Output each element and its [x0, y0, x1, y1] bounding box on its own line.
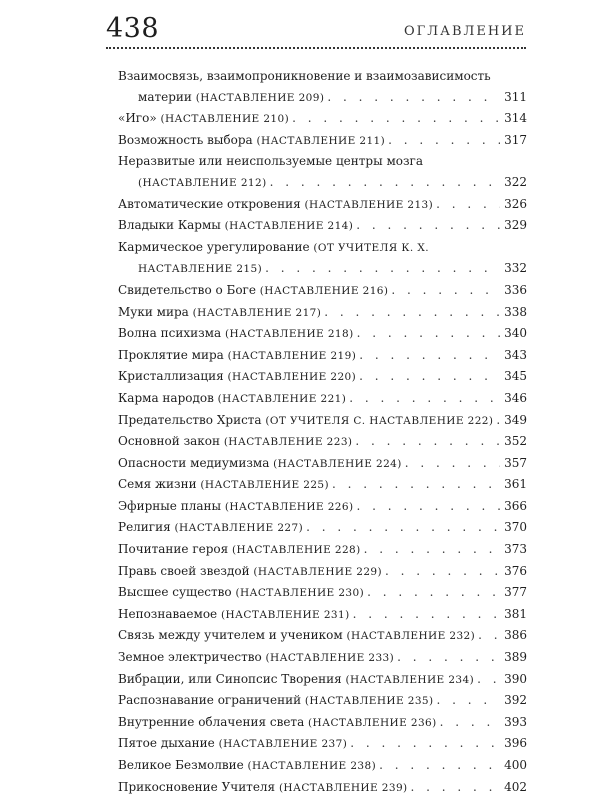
toc-page-number: 329: [504, 218, 527, 233]
toc-entry: [118, 302, 527, 324]
toc-entry-title: Пятое дыхание (НАСТАВЛЕНИЕ 237): [118, 736, 348, 751]
toc-entry: [118, 280, 527, 302]
toc-entry-title: Проклятие мира (НАСТАВЛЕНИЕ 219): [118, 347, 357, 362]
toc-page-number: 402: [504, 779, 527, 794]
toc-entry: [118, 582, 527, 604]
toc-entry-title: Кристаллизация (НАСТАВЛЕНИЕ 220): [118, 369, 357, 384]
toc-entry: [118, 151, 527, 193]
toc-page-number: 366: [504, 498, 527, 513]
toc-entry-title: Предательство Христа (ОТ УЧИТЕЛЯ С. НАСТАВЛЕНИЕ 222): [118, 412, 494, 427]
toc-page-number: 392: [504, 693, 527, 708]
toc-entry: [118, 215, 527, 237]
toc-entry: [118, 388, 527, 410]
toc-entry-title: Муки мира (НАСТАВЛЕНИЕ 217): [118, 304, 322, 319]
toc-entry: [118, 66, 527, 108]
toc-page-number: 332: [504, 261, 527, 276]
toc-page-number: 317: [504, 132, 527, 147]
toc-entry: [118, 647, 527, 669]
toc-entry: [118, 108, 527, 130]
dot-leader: [359, 366, 500, 387]
dot-leader: [292, 108, 500, 129]
toc-page-number: 381: [504, 606, 527, 621]
toc-page-number: 386: [504, 628, 527, 643]
toc-entry-title: Великое Безмолвие (НАСТАВЛЕНИЕ 238): [118, 758, 377, 772]
dot-leader: [353, 604, 500, 625]
toc-entry-title: Эфирные планы (НАСТАВЛЕНИЕ 226): [118, 498, 354, 513]
toc-entry-title: Распознавание ограничений (НАСТАВЛЕНИЕ 235): [118, 693, 434, 708]
toc-entry-title: Опасности медиумизма (НАСТАВЛЕНИЕ 224): [118, 455, 402, 470]
toc-entry-title: Свидетельство о Боге (НАСТАВЛЕНИЕ 216): [118, 282, 389, 297]
toc-entry: [118, 777, 527, 798]
dot-leader: [270, 172, 500, 193]
toc-entry: [118, 474, 527, 496]
dot-leader: [265, 258, 500, 279]
dot-leader: [327, 87, 500, 108]
toc-page-number: 361: [504, 477, 527, 492]
page-number: 438: [106, 13, 160, 44]
dot-leader: [496, 410, 500, 431]
toc-entry-title: Высшее существо (НАСТАВЛЕНИЕ 230): [118, 585, 365, 600]
toc-page-number: 343: [504, 347, 527, 362]
dot-leader: [477, 669, 500, 690]
toc-entry: [118, 690, 527, 712]
table-of-contents: [118, 66, 527, 798]
page-header: [106, 14, 526, 48]
toc-entry-title: Внутренние облачения света (НАСТАВЛЕНИЕ 236): [118, 714, 437, 729]
toc-page-number: 393: [504, 714, 527, 729]
toc-page-number: 357: [504, 455, 527, 470]
dot-leader: [359, 345, 500, 366]
dot-leader: [306, 517, 500, 538]
toc-page-number: 352: [504, 434, 527, 449]
toc-entry-continuation: (НАСТАВЛЕНИЕ 212): [138, 176, 267, 189]
toc-entry: [118, 625, 527, 647]
dot-leader: [357, 323, 500, 344]
toc-entry: [118, 712, 527, 734]
toc-entry-title: Правь своей звездой (НАСТАВЛЕНИЕ 229): [118, 563, 382, 578]
dot-leader: [436, 690, 500, 711]
toc-page-number: 336: [504, 282, 527, 297]
toc-page-number: 349: [504, 412, 527, 427]
dot-leader: [436, 194, 500, 215]
toc-entry-title: Владыки Кармы (НАСТАВЛЕНИЕ 214): [118, 218, 354, 233]
toc-entry-continuation: НАСТАВЛЕНИЕ 215): [138, 263, 263, 276]
toc-entry: [118, 453, 527, 475]
dot-leader: [388, 130, 500, 151]
toc-entry-title: Связь между учителем и учеником (НАСТАВЛЕНИЕ 232): [118, 628, 476, 643]
toc-page-number: 346: [504, 390, 527, 405]
toc-entry-title: Непознаваемое (НАСТАВЛЕНИЕ 231): [118, 606, 350, 621]
toc-entry: [118, 237, 527, 280]
toc-entry-title: Взаимосвязь, взаимопроникновение и взаимозависимость: [118, 69, 491, 83]
toc-page-number: 376: [504, 563, 527, 578]
dot-leader: [349, 388, 500, 409]
dot-leader: [478, 625, 500, 646]
dotted-divider: [106, 47, 526, 49]
toc-entry-title: Почитание героя (НАСТАВЛЕНИЕ 228): [118, 542, 361, 557]
toc-entry-title: Возможность выбора (НАСТАВЛЕНИЕ 211): [118, 132, 386, 147]
running-title: ОГЛАВЛЕНИЕ: [403, 24, 526, 39]
toc-page-number: 373: [504, 542, 527, 557]
toc-entry-title: Семя жизни (НАСТАВЛЕНИЕ 225): [118, 477, 329, 492]
toc-page-number: 370: [504, 520, 527, 535]
toc-page-number: 338: [504, 304, 527, 319]
toc-entry: [118, 539, 527, 561]
toc-page-number: 389: [504, 650, 527, 665]
dot-leader: [356, 496, 500, 517]
toc-page-number: 311: [504, 89, 527, 104]
dot-leader: [355, 431, 500, 452]
dot-leader: [385, 561, 500, 582]
toc-entry: [118, 194, 527, 216]
toc-page-number: 390: [504, 671, 527, 686]
toc-entry: [118, 345, 527, 367]
dot-leader: [397, 647, 500, 668]
toc-entry: [118, 431, 527, 453]
dot-leader: [350, 733, 500, 754]
toc-page-number: 400: [504, 758, 527, 772]
toc-entry-title: Земное электричество (НАСТАВЛЕНИЕ 233): [118, 650, 395, 665]
toc-entry-title: Неразвитые или неиспользуемые центры мозга: [118, 154, 423, 169]
toc-entry-title: Вибрации, или Синопсис Творения (НАСТАВЛЕНИЕ 234): [118, 671, 475, 686]
dot-leader: [405, 453, 500, 474]
dot-leader: [356, 215, 500, 236]
toc-page-number: 340: [504, 326, 527, 341]
toc-page-number: 314: [504, 111, 527, 126]
toc-entry-continuation: материи (НАСТАВЛЕНИЕ 209): [138, 89, 325, 104]
dot-leader: [391, 280, 500, 301]
toc-entry-title: Прикосновение Учителя (НАСТАВЛЕНИЕ 239): [118, 779, 408, 794]
toc-entry: [118, 669, 527, 691]
toc-entry: [118, 604, 527, 626]
toc-entry: [118, 366, 527, 388]
toc-page-number: 345: [504, 369, 527, 384]
toc-entry-title: Основной закон (НАСТАВЛЕНИЕ 223): [118, 434, 353, 449]
toc-entry: [118, 410, 527, 432]
dot-leader: [332, 474, 500, 495]
toc-page-number: 377: [504, 585, 527, 600]
toc-entry-title: Автоматические откровения (НАСТАВЛЕНИЕ 213): [118, 196, 434, 211]
dot-leader: [364, 539, 500, 560]
toc-entry: [118, 496, 527, 518]
toc-page-number: 396: [504, 736, 527, 751]
toc-entry-title: «Иго» (НАСТАВЛЕНИЕ 210): [118, 111, 290, 126]
dot-leader: [367, 582, 500, 603]
toc-entry: [118, 755, 527, 777]
toc-entry-title: Религия (НАСТАВЛЕНИЕ 227): [118, 520, 304, 535]
toc-entry: [118, 733, 527, 755]
toc-entry: [118, 130, 527, 152]
toc-page-number: 326: [504, 196, 527, 211]
dot-leader: [440, 712, 500, 733]
dot-leader: [379, 755, 500, 776]
dot-leader: [411, 777, 500, 798]
toc-entry-title: Карма народов (НАСТАВЛЕНИЕ 221): [118, 390, 347, 405]
dot-leader: [324, 302, 500, 323]
toc-entry: [118, 561, 527, 583]
toc-entry-title: Волна психизма (НАСТАВЛЕНИЕ 218): [118, 326, 354, 341]
toc-entry-title: Кармическое урегулирование (ОТ УЧИТЕЛЯ К. Х.: [118, 239, 429, 254]
toc-entry: [118, 517, 527, 539]
toc-page-number: 322: [504, 174, 527, 189]
toc-entry: [118, 323, 527, 345]
